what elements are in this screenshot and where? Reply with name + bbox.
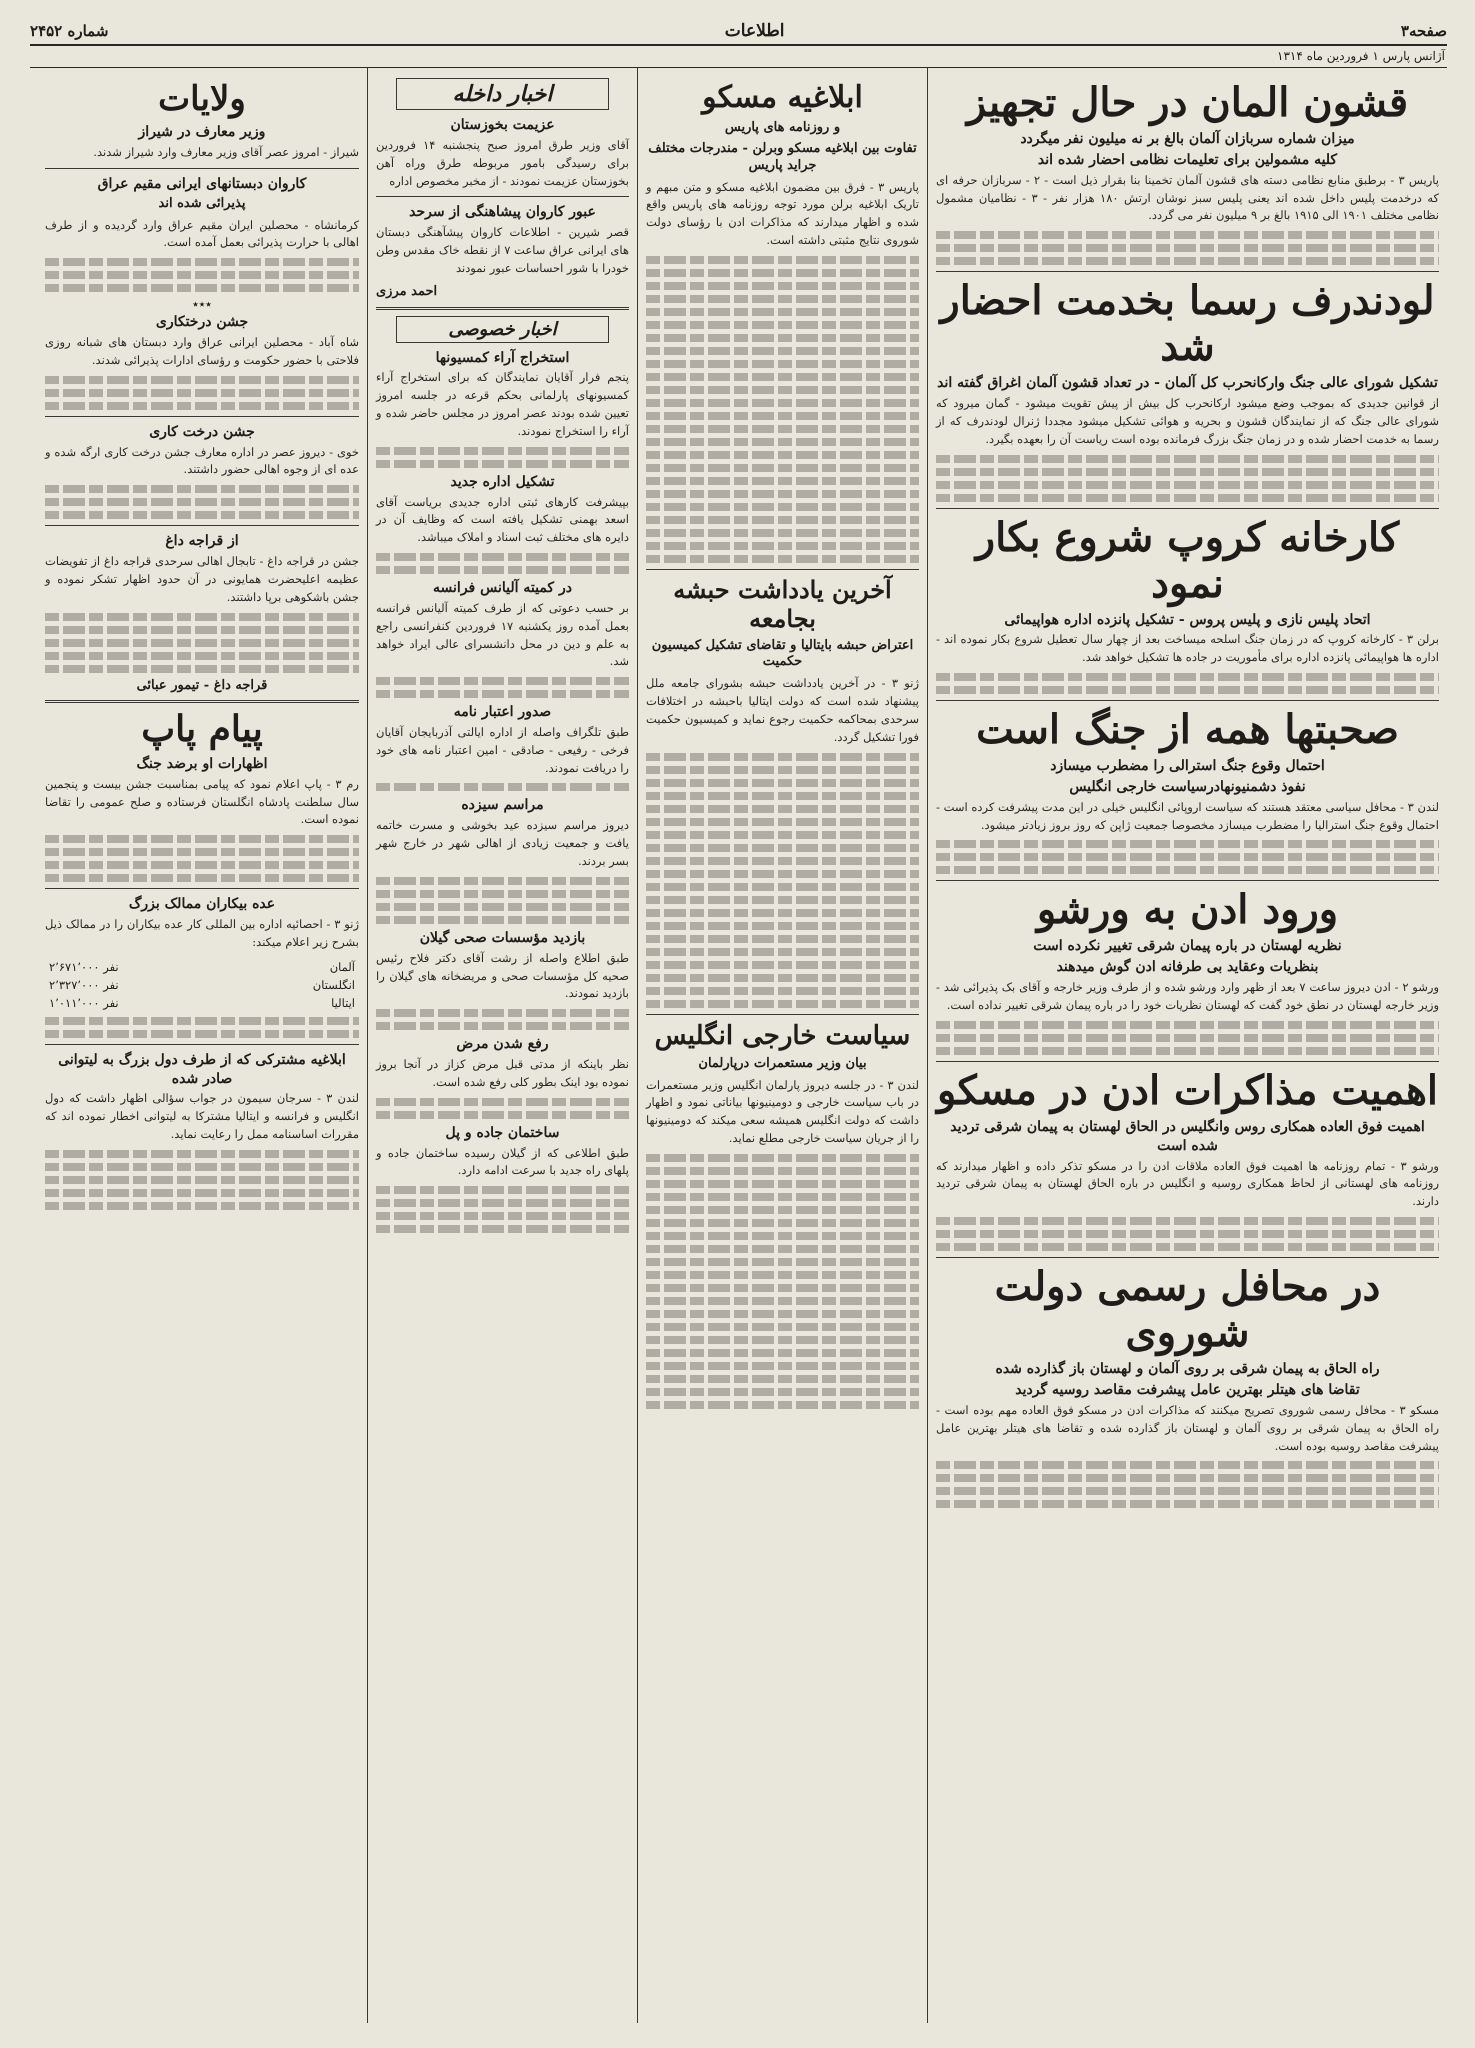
text-filler (646, 1336, 919, 1344)
text-filler (646, 896, 919, 904)
text-filler (646, 256, 919, 264)
text-filler (936, 494, 1439, 502)
subheadline: بنظریات وعقاید بی طرفانه ادن گوش میدهند (1056, 959, 1319, 976)
text-filler (45, 1150, 359, 1158)
text-filler (45, 402, 359, 410)
article-body: ورشو ۳ - تمام روزنامه ها اهمیت فوق العاده ملاقات ادن را در مسکو تذکر داده و اظهار میدارند که روزنامه های لهستانی از لحاظ همکاری روسیه و انگلیس در باره الحاق لهستان به پیمان شرقی تردید دارند. (936, 1158, 1439, 1209)
subheadline: نفوذ دشمنیونهادرسیاست خارجی انگلیس (1069, 778, 1306, 795)
divider (45, 525, 359, 526)
text-filler (646, 844, 919, 852)
text-filler (646, 386, 919, 394)
text-filler (646, 308, 919, 316)
subheadline: اهمیت فوق العاده همکاری روس وانگلیس در الحاق لهستان به پیمان شرقی تردید شده است (950, 1118, 1425, 1154)
text-filler (376, 1098, 629, 1106)
text-filler (45, 485, 359, 493)
section-heading: اخبار خصوصی (396, 316, 609, 343)
text-filler (646, 948, 919, 956)
text-filler (646, 516, 919, 524)
text-filler (376, 447, 629, 455)
article-body: شیراز - امروز عصر آقای وزیر معارف وارد شیراز شدند. (93, 144, 359, 159)
headline: کارخانه کروپ شروع بکار نمود (975, 513, 1400, 607)
article-body: ژنو ۳ - احصائیه اداره بین المللی کار عده بیکاران را در ممالک ذیل بشرح زیر اعلام میکند: (45, 917, 359, 949)
text-filler (646, 399, 919, 407)
text-filler (646, 373, 919, 381)
text-filler (45, 874, 359, 882)
text-filler (646, 1362, 919, 1370)
text-filler (376, 1111, 629, 1119)
text-filler (646, 831, 919, 839)
article-body: مسکو ۳ - محافل رسمی شوروی تصریح میکنند که مذاکرات ادن در مسکو فوق العاده مهم بوده است - راه الحاق به پیمان شرقی بر روی آلمان و لهستان باز گذارده شده و تقاضا های هیتلر بهترین عامل پیشرفت مقاصد روسیه بوده است. (936, 1402, 1439, 1453)
text-filler (45, 1163, 359, 1171)
text-filler (45, 1189, 359, 1197)
text-filler (646, 857, 919, 865)
country-cell: آلمان (329, 959, 355, 974)
table-row (45, 958, 359, 976)
text-filler (45, 626, 359, 634)
text-filler (646, 1297, 919, 1305)
text-filler (936, 468, 1439, 476)
article-body: بر حسب دعوتی که از طرف کمیته آلیانس فرانسه بعمل آمده روز یکشنبه ۱۷ فروردین کنفرانسی راجع به علم و دین در محل دانشسرای عالی ایراد خواهد شد. (376, 600, 629, 669)
text-filler (936, 1461, 1439, 1469)
headline: در کمیته آلیانس فرانسه (433, 580, 572, 597)
text-filler (646, 464, 919, 472)
text-filler (646, 1206, 919, 1214)
subheadline: تفاوت بین ابلاغیه مسکو وبرلن - مندرجات مختلف جراید پاریس (648, 140, 917, 173)
headline: پیام پاپ (141, 708, 263, 751)
text-filler (646, 1258, 919, 1266)
divider (936, 271, 1439, 272)
article-eden-warsaw (936, 887, 1439, 1054)
subheadline: تشکیل شورای عالی جنگ وارکانحرب کل آلمان - در تعداد قشون آلمان اغراق گفته اند (937, 375, 1438, 392)
text-filler (45, 652, 359, 660)
divider (45, 168, 359, 169)
article-body: برلن ۳ - کارخانه کروپ که در زمان جنگ اسلحه میساخت بعد از چهار سال تعطیل شروع بکار نموده اند - اداره ها هواپیمائی پانزده اداره برای مأموریت در جاده ها تشکیل خواهد شد. (936, 632, 1439, 665)
divider (45, 416, 359, 417)
article-abyssinia (646, 576, 919, 1008)
value-cell: ۲٬۳۲۷٬۰۰۰ نفر (49, 977, 119, 992)
text-filler (376, 877, 629, 885)
subheadline: احتمال وقوع جنگ استرالی را مضطرب میسازد (1050, 758, 1325, 775)
text-filler (45, 1176, 359, 1184)
text-filler (45, 258, 359, 266)
text-filler (646, 1323, 919, 1331)
headline: ابلاغیه مسکو (702, 80, 863, 115)
text-filler (936, 1500, 1439, 1508)
article-eden-moscow (936, 1068, 1439, 1251)
article-soviet-circles (936, 1264, 1439, 1508)
divider (646, 1014, 919, 1015)
headline: عبور کاروان پیشاهنگی از سرحد (409, 204, 596, 221)
text-filler (376, 1186, 629, 1194)
subheadline: و روزنامه های پاریس (724, 120, 841, 135)
text-filler (936, 455, 1439, 463)
article-body: لندن ۳ - سرجان سیمون در جواب سؤالی اظهار داشت که دول انگلیس و فرانسه و ایتالیا مشترکا به لیتوانی اخطار نموده اند که مقررات اساسنامه ممل را رعایت نماید. (45, 1091, 359, 1142)
column-provinces (37, 68, 367, 2023)
article-body: شاه آباد - محصلین ایرانی عراق وارد دبستان های شبانه روزی فلاحتی با حضور حکومت و رؤسای ادارات پذیرائی شدند. (45, 335, 359, 367)
text-filler (936, 231, 1439, 239)
text-filler (646, 1180, 919, 1188)
divider (936, 880, 1439, 881)
text-filler (936, 244, 1439, 252)
value-cell: ۲٬۶۷۱٬۰۰۰ نفر (49, 959, 119, 974)
text-filler (646, 425, 919, 433)
text-filler (646, 1219, 919, 1227)
unemployment-table (45, 958, 359, 1012)
text-filler (646, 542, 919, 550)
text-filler (646, 347, 919, 355)
text-filler (45, 861, 359, 869)
text-filler (646, 412, 919, 420)
text-filler (936, 1487, 1439, 1495)
text-filler (936, 1243, 1439, 1251)
text-filler (376, 1212, 629, 1220)
issue-number: شماره ۲۴۵۲ (30, 22, 109, 40)
text-filler (45, 511, 359, 519)
text-filler (936, 1474, 1439, 1482)
page-number: صفحه۳ (1400, 22, 1447, 40)
article-body: طبق اطلاع واصله از رشت آقای دکتر فلاح رئیس صحیه کل مؤسسات صحی و مریضخانه های گیلان را بازدید نمودند. (376, 950, 629, 1001)
text-filler (376, 690, 629, 698)
article-body: طبق تلگراف واصله از اداره ایالتی آذربایجان آقایان فرخی - رفیعی - صادقی - امین اعتبار نامه های خود را دریافت نمودند. (376, 725, 629, 775)
text-filler (646, 766, 919, 774)
divider (936, 508, 1439, 509)
text-filler (646, 1193, 919, 1201)
text-filler (936, 686, 1439, 694)
text-filler (646, 360, 919, 368)
text-filler (936, 1230, 1439, 1238)
headline: جشن درخت کاری (149, 423, 255, 440)
article-war-talk (936, 707, 1439, 874)
text-filler (646, 1375, 919, 1383)
text-filler (45, 665, 359, 673)
article-british-foreign-policy (646, 1021, 919, 1409)
table-row (45, 976, 359, 994)
signature: احمد مرزی (376, 283, 438, 299)
subheadline: تقاضا های هیتلر بهترین عامل پیشرفت مقاصد روسیه گردید (1015, 1381, 1360, 1398)
headline: لودندرف رسما بخدمت احضار شد (940, 277, 1435, 371)
columns (30, 68, 1447, 2023)
headline: استخراج آراء کمسیونها (435, 349, 570, 366)
headline: جشن درختکاری (155, 314, 249, 331)
headline: بازدید مؤسسات صحی گیلان (419, 929, 586, 946)
divider (646, 569, 919, 570)
text-filler (45, 1202, 359, 1210)
text-filler (646, 792, 919, 800)
subheadline: کلیه مشمولین برای تعلیمات نظامی احضار شده اند (1037, 151, 1338, 168)
divider (45, 888, 359, 889)
headline: قشون المان در حال تجهیز (966, 79, 1409, 126)
article-body: جشن در قراجه داغ - تابجال اهالی سرحدی قراجه داغ از تفویضات عظیمه اعلیحضرت همایونی در آن حدود اظهار تشکر نموده و جشن باشکوهی برپا داشتند. (45, 554, 359, 604)
table-row (45, 994, 359, 1012)
article-body: نظر باینکه از مدتی قبل مرض کزاز در آنجا بروز نموده بود اینک بطور کلی رفع شده است. (376, 1057, 629, 1089)
text-filler (376, 566, 629, 574)
text-filler (45, 284, 359, 292)
article-body: از قوانین جدیدی که بموجب وضع میشود ارکانحرب کل بیش از پیش تقویت میشود - گمان میرود که شورای عالی جنگ که از نمایندگان قشون و بحریه و هوائی تشکیل میشود مجددا ژنرال لودندرف که از رسما به خدمت احضار شده و در زمان جنگ بزرگ فرمانده بوده است ریاست آن را بعهده بگیرد. (936, 396, 1439, 446)
text-filler (376, 677, 629, 685)
text-filler (376, 903, 629, 911)
headline: صدور اعتبار نامه (453, 704, 552, 721)
text-filler (646, 477, 919, 485)
text-filler (936, 1021, 1439, 1029)
subheadline: راه الحاق به پیمان شرقی بر روی آلمان و لهستان باز گذارده شده (995, 1361, 1380, 1378)
text-filler (646, 555, 919, 563)
text-filler (646, 269, 919, 277)
subheadline: پذیرائی شده اند (158, 195, 246, 211)
text-filler (646, 1401, 919, 1409)
text-filler (646, 922, 919, 930)
text-filler (376, 1225, 629, 1233)
headline: کاروان دبستانهای ایرانی مقیم عراق (97, 175, 307, 192)
headline: از قراجه داغ (165, 533, 239, 550)
headline: در محافل رسمی دولت شوروی (994, 1263, 1381, 1357)
text-filler (45, 271, 359, 279)
text-filler (936, 1047, 1439, 1055)
text-filler (936, 1034, 1439, 1042)
headline: رفع شدن مرض (456, 1036, 549, 1053)
text-filler (646, 295, 919, 303)
text-filler (936, 673, 1439, 681)
text-filler (646, 490, 919, 498)
text-filler (376, 553, 629, 561)
divider (45, 700, 359, 703)
country-cell: انگلستان (312, 977, 355, 992)
subheadline: اعتراض حبشه بایتالیا و تقاضای تشکیل کمیسیون حکمیت (651, 637, 914, 670)
agency-dateline: آژانس پارس ۱ فروردین ماه ۱۳۱۴ (1277, 49, 1445, 63)
text-filler (646, 1310, 919, 1318)
text-filler (646, 451, 919, 459)
column-domestic (367, 68, 637, 2023)
text-filler (646, 1000, 919, 1008)
article-body: بپیشرفت کارهای ثبتی اداره جدیدی بریاست آقای اسعد بهمنی تشکیل یافته است که وظایف آن در دایره های مختلف ثبت اسناد و املاک میباشد. (376, 494, 629, 545)
text-filler (45, 389, 359, 397)
text-filler (646, 753, 919, 761)
headline: عده بیکاران ممالک بزرگ (128, 896, 276, 913)
divider (376, 307, 629, 310)
text-filler (646, 1167, 919, 1175)
subheadline: اظهارات او برضد جنگ (136, 755, 268, 772)
text-filler (646, 1245, 919, 1253)
text-filler (376, 783, 629, 791)
headline: صحبتها همه از جنگ است (976, 706, 1399, 754)
article-body: ژنو ۳ - در آخرین یادداشت حبشه بشورای جامعه ملل پیشنهاد شده است که دولت ایتالیا باحبشه در اختلافات سرحدی بمحاکمه حکمیت رجوع نماید و کمیسیون حکمیت فورا تشکیل گردد. (646, 676, 919, 744)
signature: قراجه داغ - تیمور عبائی (136, 677, 268, 693)
text-filler (646, 987, 919, 995)
section-heading: اخبار داخله (396, 78, 609, 110)
text-filler (376, 1022, 629, 1030)
headline: تشکیل اداره جدید (450, 473, 555, 490)
article-body: کرمانشاه - محصلین ایران مقیم عراق وارد گردیده و از طرف اهالی با حرارت پذیرائی بعمل آمده است. (45, 217, 359, 250)
article-german-army (936, 80, 1439, 265)
text-filler (646, 1388, 919, 1396)
headline: آخرین یادداشت حبشه بجامعه (673, 574, 892, 633)
masthead-bar (30, 18, 1447, 46)
text-filler (646, 818, 919, 826)
text-filler (45, 376, 359, 384)
text-filler (646, 529, 919, 537)
country-cell: ایتالیا (331, 995, 355, 1010)
text-filler (646, 438, 919, 446)
article-body: پاریس ۳ - فرق بین مضمون ابلاغیه مسکو و متن مبهم و تاریک ابلاغیه برلن مورد توجه روزنامه های پاریس واقع شده و اظهار میدارند که مذاکرات ادن با رؤسای دولت شوروی نتایج مثبتی داشته است. (646, 179, 920, 248)
article-moscow-communique (646, 80, 919, 563)
separator-stars: ٭٭٭ (192, 297, 212, 312)
text-filler (45, 835, 359, 843)
text-filler (376, 1009, 629, 1017)
article-body: لندن ۳ - محافل سیاسی معتقد هستند که سیاست اروپائی انگلیس خیلی در این مدت پیشرفت کرده است - احتمال وقوع جنگ استرالیا را مضطرب میسازد مخصوصا جمعیت ژاپن که روز بروز زیادتر میشود. (936, 799, 1439, 832)
article-body: قصر شیرین - اطلاعات کاروان پیشآهنگی دبستان های ایرانی عراق ساعت ۷ از نقطه خاک مقدس وطن خودرا با شور احساسات عبور نمودند (376, 225, 629, 275)
column-main (927, 68, 1447, 2023)
text-filler (936, 853, 1439, 861)
article-body: لندن ۳ - در جلسه دیروز پارلمان انگلیس وزیر مستعمرات در باب سیاست خارجی و دومینیونها بیاناتی نمود و اظهار داشت که دولت انگلیس همیشه سعی میکند که دومینیونها را از جریان سیاست خارجی مطلع نماید. (646, 1077, 919, 1146)
paper-name: اطلاعات (724, 21, 785, 41)
article-body: طبق اطلاعی که از گیلان رسیده ساختمان جاده و پلهای راه جدید با سرعت ادامه دارد. (376, 1145, 629, 1178)
text-filler (646, 1232, 919, 1240)
subheadline: بیان وزیر مستعمرات درپارلمان (698, 1055, 867, 1071)
headline: سیاست خارجی انگلیس (654, 1020, 911, 1051)
text-filler (45, 639, 359, 647)
text-filler (376, 916, 629, 924)
text-filler (646, 321, 919, 329)
text-filler (646, 883, 919, 891)
text-filler (646, 1349, 919, 1357)
text-filler (646, 909, 919, 917)
value-cell: ۱٬۰۱۱٬۰۰۰ نفر (49, 995, 119, 1010)
text-filler (646, 935, 919, 943)
text-filler (646, 503, 919, 511)
text-filler (936, 1217, 1439, 1225)
text-filler (376, 1199, 629, 1207)
divider (376, 196, 629, 197)
text-filler (646, 1154, 919, 1162)
article-body: رم ۳ - پاپ اعلام نمود که پیامی بمناسبت جشن بیست و پنجمین سال سلطنت پادشاه انگلستان فرستاده و صلح عمومی را تقاضا نموده است. (45, 776, 359, 827)
headline: عزیمت بخوزستان (450, 117, 555, 133)
text-filler (646, 282, 919, 290)
divider (936, 1257, 1439, 1258)
text-filler (45, 848, 359, 856)
article-body: دیروز مراسم سیزده عید بخوشی و مسرت خاتمه یافت و جمعیت زیادی از اهالی شهر در خارج شهر بسر بردند. (376, 818, 629, 868)
text-filler (646, 805, 919, 813)
text-filler (646, 334, 919, 342)
subheadline: اتحاد پلیس نازی و پلیس پروس - تشکیل پانزده اداره هواپیمائی (1004, 611, 1371, 628)
article-body: پاریس ۳ - برطبق منابع نظامی دسته های قشون آلمان تخمینا بنا بقرار ذیل است - ۲ - سربازان حرفه ای که درخدمت پلیس داخل شده اند یعنی پلیس سبز نوشان ارتش ۱۸۰ هزار نفر - ۳ - نظامیان مشمول نظامی مختلف ۱۹۰۱ الی ۱۹۱۵ بالغ بر ۹ میلیون نفر می گردد. (936, 172, 1440, 223)
text-filler (376, 460, 629, 468)
divider (936, 700, 1439, 701)
column-foreign (637, 68, 927, 2023)
text-filler (45, 498, 359, 506)
text-filler (646, 1271, 919, 1279)
headline: وزیر معارف در شیراز (138, 124, 266, 141)
subheadline: نظریه لهستان در باره پیمان شرقی تغییر نکرده است (1033, 938, 1342, 955)
article-body: خوی - دیروز عصر در اداره معارف جشن درخت کاری ارگه شده و عده ای از وجوه اهالی حضور داشتند. (45, 444, 359, 477)
article-ludendorff (936, 278, 1439, 501)
text-filler (936, 257, 1439, 265)
text-filler (45, 1017, 359, 1025)
text-filler (45, 613, 359, 621)
text-filler (646, 779, 919, 787)
headline: اهمیت مذاکرات ادن در مسکو (936, 1066, 1439, 1114)
headline: ورود ادن به ورشو (1036, 886, 1339, 934)
article-body: آقای وزیر طرق امروز صبح پنجشنبه ۱۴ فروردین برای رسیدگی بامور مربوطه طرق وراه آهن بخوزستان عزیمت نمودند - از مخبر مخصوص اداره (376, 137, 629, 188)
headline: مراسم سیزده (461, 797, 544, 814)
divider (936, 1061, 1439, 1062)
text-filler (376, 890, 629, 898)
article-krupp (936, 515, 1439, 695)
text-filler (936, 840, 1439, 848)
text-filler (646, 1284, 919, 1292)
article-body: پنجم فرار آقایان نمایندگان که برای استخراج آراء کمسیونهای پارلمانی بحکم قرعه در جلسه امروز تعیین شده بودند عصر امروز در مجلس حاضر شده و آراء را استخراج نمودند. (376, 370, 629, 438)
text-filler (646, 870, 919, 878)
section-heading: ولایات (158, 79, 246, 119)
text-filler (936, 481, 1439, 489)
text-filler (646, 974, 919, 982)
divider (45, 1044, 359, 1045)
headline: ابلاغیه مشترکی که از طرف دول بزرگ به لیتوانی صادر شده (58, 1051, 346, 1087)
subheadline: میزان شماره سربازان آلمان بالغ بر نه میلیون نفر میگردد (1020, 131, 1355, 147)
text-filler (45, 1030, 359, 1038)
text-filler (646, 961, 919, 969)
article-body: ورشو ۲ - ادن دیروز ساعت ۷ بعد از ظهر وارد ورشو شده و از طرف وزیر خارجه و آقای بک پذیرائی شد - وزیر خارجه لهستان در نطق خود گفت که لهستان نظریات خود را در باره پیمان شرقی تغییر نداده است. (936, 980, 1439, 1013)
headline: ساختمان جاده و پل (445, 1124, 560, 1141)
dateline-bar (30, 46, 1447, 68)
text-filler (936, 866, 1439, 874)
